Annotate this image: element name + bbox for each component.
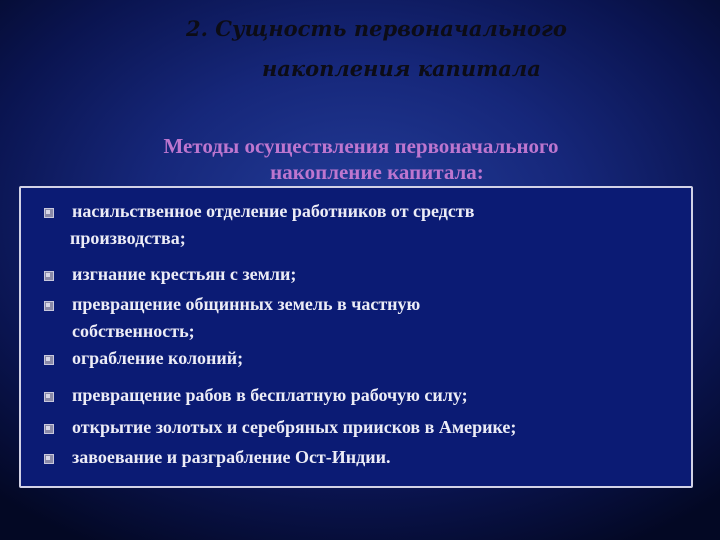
square-bullet-icon [44, 271, 54, 281]
slide-title-line-1: 2. Сущность первоначального [186, 16, 567, 41]
list-item-line-2: собственность; [72, 321, 195, 341]
list-item-line-1: открытие золотых и серебряных приисков в Америке; [72, 417, 517, 437]
list-item-line-1: ограбление колоний; [72, 348, 244, 368]
list-item-line-1: превращение общинных земель в частную [72, 294, 421, 314]
square-bullet-icon [44, 424, 54, 434]
square-bullet-icon [44, 355, 54, 365]
list-item-text [72, 382, 681, 409]
methods-heading-line-1: Методы осуществления первоначального [163, 134, 559, 158]
list-item-text [72, 444, 681, 471]
list-item-text [72, 414, 681, 441]
list-item-line-1: изгнание крестьян с земли; [72, 264, 297, 284]
list-item-text [72, 345, 681, 372]
list-item-text [72, 198, 681, 252]
list-item-line-1: насильственное отделение работников от средств [72, 201, 475, 221]
slide-title [0, 0, 720, 120]
list-item-line-1: превращение рабов в бесплатную рабочую силу; [72, 385, 468, 405]
methods-heading-line-2: накопление капитала: [270, 160, 484, 184]
list-item-text [72, 261, 681, 288]
list-item-line-2: производства; [70, 228, 186, 248]
methods-heading [0, 133, 720, 185]
square-bullet-icon [44, 392, 54, 402]
slide-title-line-2: накопления капитала [262, 56, 541, 81]
square-bullet-icon [44, 454, 54, 464]
list-item-line-1: завоевание и разграбление Ост-Индии. [72, 447, 391, 467]
methods-list-panel [19, 186, 693, 488]
square-bullet-icon [44, 301, 54, 311]
list-item-text [72, 291, 681, 345]
square-bullet-icon [44, 208, 54, 218]
